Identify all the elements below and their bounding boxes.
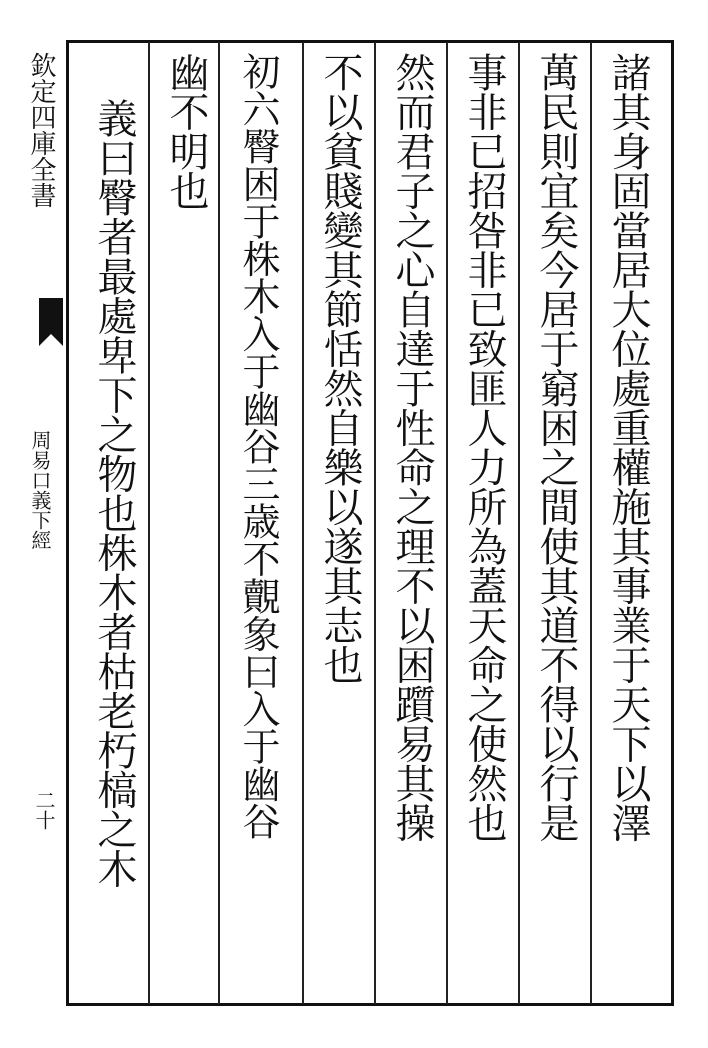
column-rule xyxy=(218,42,220,1004)
fishtail-mark-icon xyxy=(39,298,63,346)
text-column-5: 不以貧賤變其節恬然自樂以遂其志也 xyxy=(317,52,363,684)
column-rule xyxy=(446,42,448,1004)
margin-collection-title: 欽定四庫全書 xyxy=(26,52,56,208)
text-column-3: 事非已招咎非已致匪人力所為蓋天命之使然也 xyxy=(461,52,507,842)
text-column-2: 萬民則宜矣今居于窮困之間使其道不得以行是 xyxy=(533,52,579,842)
margin-section-title: 周易口義下經 xyxy=(28,430,52,550)
text-column-8: 義曰臀者最處卑下之物也株木者枯老朽槁之木 xyxy=(91,98,137,888)
text-column-4: 然而君子之心自達于性命之理不以困躓易其操 xyxy=(389,52,435,842)
column-rule xyxy=(148,42,150,1004)
text-column-7: 幽不明也 xyxy=(163,52,209,210)
column-rule xyxy=(518,42,520,1004)
column-rule xyxy=(374,42,376,1004)
text-column-6: 初六臀困于株木入于幽谷三歳不覿象曰入于幽谷 xyxy=(236,52,280,840)
column-rule xyxy=(590,42,592,1004)
margin-page-number: 二十 xyxy=(32,790,56,830)
column-rule xyxy=(302,42,304,1004)
text-column-1: 諸其身固當居大位處重權施其事業于天下以澤 xyxy=(605,52,651,842)
